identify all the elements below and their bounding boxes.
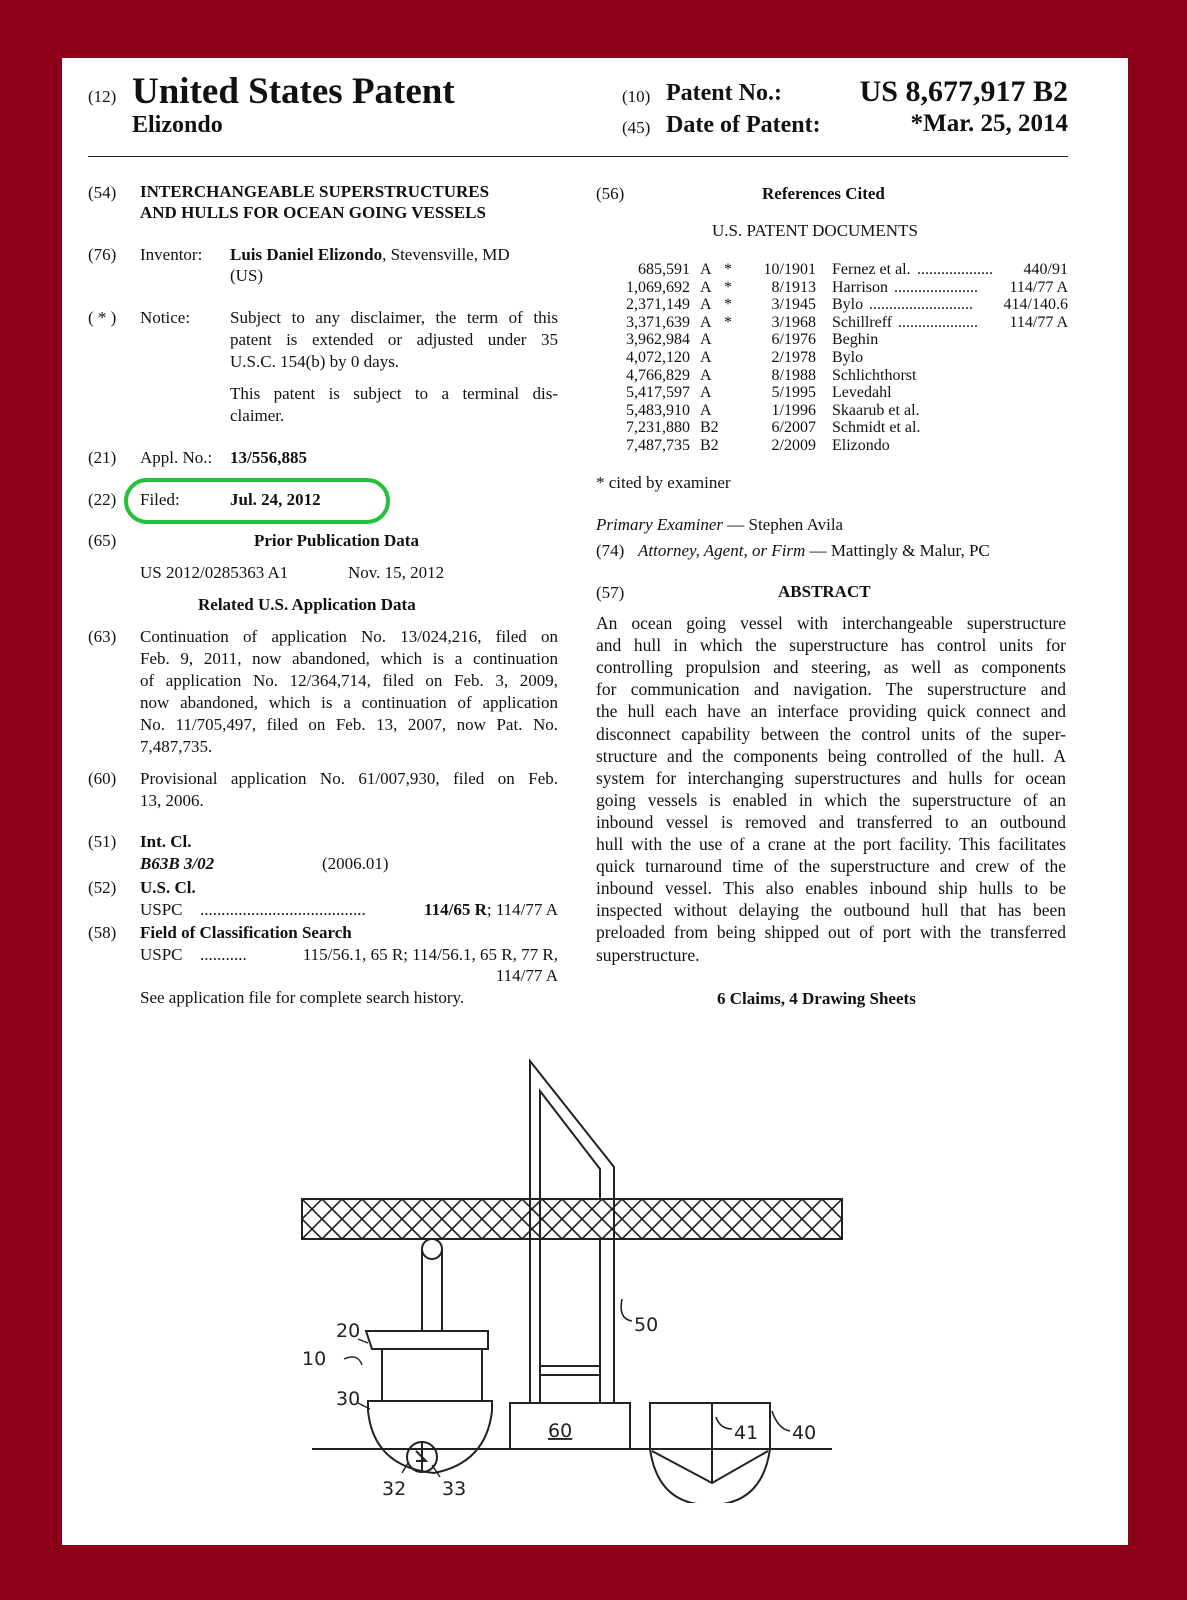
reference-kind: A — [700, 278, 712, 296]
label-33: 33 — [442, 1478, 467, 1500]
prior-publication: US 2012/0285363 A1 — [140, 563, 289, 582]
abstract-line: system for interchanging superstructures and hulls for ocean — [596, 767, 1066, 788]
reference-kind: A — [700, 366, 712, 384]
abstract-line: quick turnaround time of the superstructure and crew of the — [596, 856, 1066, 877]
reference-row — [596, 349, 1068, 367]
abstract-line: and hull in which the superstructure has control units for — [596, 635, 1066, 656]
reference-name: Elizondo — [832, 437, 890, 454]
abstract-line: disconnect capability between the control units of the super- — [596, 723, 1066, 744]
reference-dots: ................... — [917, 261, 993, 278]
reference-date: 6/1976 — [771, 331, 816, 349]
uscl-label: U.S. Cl. — [140, 878, 196, 897]
reference-cls: 440/91 — [1023, 261, 1068, 278]
reference-row — [596, 402, 1068, 420]
examiner-name: — Stephen Avila — [723, 515, 844, 534]
intcl-label: Int. Cl. — [140, 832, 192, 851]
hull — [368, 1401, 492, 1473]
uspc-label: USPC — [140, 900, 183, 919]
abstract-line: inbound vessel. This also enables inbound ship hulls to be — [596, 878, 1066, 899]
examiner-label: Primary Examiner — [596, 515, 724, 534]
abstract-line: superstructure. — [596, 944, 700, 965]
reference-row — [596, 261, 1068, 279]
see-application: See application file for complete search history. — [140, 988, 465, 1007]
appl-code: (21) — [88, 448, 117, 467]
abstract-body — [596, 613, 1068, 973]
claims-summary: 6 Claims, 4 Drawing Sheets — [717, 989, 916, 1008]
reference-no: 4,766,829 — [626, 366, 690, 384]
date-label: Date of Patent: — [666, 112, 821, 138]
reference-date: 2/1978 — [771, 349, 816, 366]
reference-dots: .......................... — [869, 296, 973, 314]
notice-line-2: patent is extended or adjusted under 35 — [230, 330, 558, 349]
reference-date: 8/1913 — [771, 278, 816, 296]
filed-label: Filed: — [140, 490, 180, 509]
crane-tower — [530, 1061, 614, 1403]
superstructure — [366, 1331, 488, 1401]
reference-row — [596, 279, 1068, 297]
reference-name: Skaarub et al. — [832, 401, 920, 419]
invention-title-line2: AND HULLS FOR OCEAN GOING VESSELS — [140, 203, 486, 222]
attorney-label: Attorney, Agent, or Firm — [638, 541, 806, 560]
reference-no: 3,962,984 — [626, 331, 690, 349]
refs-code: (56) — [596, 184, 625, 203]
uspc-rest: ; 114/77 A — [486, 900, 558, 919]
provisional-line-1: Provisional application No. 61/007,930, filed on Feb. — [140, 769, 558, 788]
reference-date: 1/1996 — [771, 401, 816, 419]
reference-kind: A — [700, 384, 712, 402]
reference-date: 5/1995 — [771, 384, 816, 402]
abstract-line: An ocean going vessel with interchangeable superstructure — [596, 613, 1066, 633]
reference-name: Bylo — [832, 296, 864, 314]
reference-row — [596, 419, 1068, 437]
provisional-line-2: 13, 2006. — [140, 791, 204, 810]
reference-cls: 414/140.6 — [1003, 296, 1068, 314]
code-12: (12) — [88, 87, 117, 106]
notice-label: Notice: — [140, 308, 191, 327]
reference-name: Fernez et al. — [832, 261, 911, 278]
reference-name: Harrison — [832, 278, 888, 296]
continuation-line-4: now abandoned, which is a continuation of application — [140, 693, 558, 712]
uscl-code: (52) — [88, 878, 117, 897]
field-values: 115/56.1, 65 R; 114/56.1, 65 R, 77 R, — [302, 945, 558, 964]
reference-kind: A — [700, 331, 712, 349]
leader-40 — [772, 1411, 790, 1431]
abstract-line: for communication and navigation. The superstructure and — [596, 679, 1066, 700]
field-uspc-label: USPC — [140, 945, 183, 964]
reference-row — [596, 367, 1068, 385]
reference-kind: A — [700, 313, 712, 331]
reference-name: Levedahl — [832, 384, 892, 402]
patent-number: US 8,677,917 B2 — [859, 75, 1068, 108]
reference-row — [596, 296, 1068, 314]
representative-drawing — [292, 1053, 912, 1503]
abstract-line: structure and the components being controlled of the hull. A — [596, 745, 1066, 766]
reference-date: 6/2007 — [771, 419, 816, 437]
reference-kind: A — [700, 261, 712, 278]
reference-star: * — [724, 296, 732, 314]
label-30: 30 — [336, 1388, 361, 1410]
field-label: Field of Classification Search — [140, 923, 352, 942]
label-41: 41 — [734, 1422, 759, 1444]
reference-name: Bylo — [832, 349, 864, 366]
field-values-2: 114/77 A — [495, 966, 558, 985]
uspc-values — [424, 899, 558, 921]
label-40: 40 — [792, 1422, 817, 1444]
leader-10 — [344, 1357, 362, 1365]
reference-row — [596, 437, 1068, 455]
label-60: 60 — [548, 1420, 573, 1442]
leader-50 — [621, 1299, 632, 1321]
reference-cls: 114/77 A — [1009, 313, 1068, 331]
prior-heading: Prior Publication Data — [254, 531, 419, 550]
refs-heading: References Cited — [762, 184, 885, 203]
intcl-code: (51) — [88, 832, 117, 851]
abstract-code: (57) — [596, 583, 625, 602]
leader-41 — [716, 1417, 732, 1429]
inventor-label: Inventor: — [140, 245, 203, 264]
outbound-hull — [650, 1403, 770, 1503]
reference-row — [596, 331, 1068, 349]
patent-no-label: Patent No.: — [666, 80, 782, 106]
reference-cls: 114/77 A — [1009, 278, 1068, 296]
filed-highlight-oval — [124, 478, 390, 524]
reference-no: 7,487,735 — [626, 437, 690, 454]
inventor-code: (76) — [88, 245, 117, 264]
continuation-code: (63) — [88, 627, 117, 646]
reference-no: 3,371,639 — [626, 313, 690, 331]
prior-date: Nov. 15, 2012 — [348, 563, 445, 582]
reference-kind: A — [700, 401, 712, 419]
reference-no: 5,417,597 — [626, 384, 690, 402]
terminal-line-2: claimer. — [230, 406, 285, 425]
inventor-country: (US) — [230, 266, 264, 285]
inventor-surname: Elizondo — [132, 112, 223, 138]
reference-dots: ..................... — [894, 278, 978, 296]
intcl-class: B63B 3/02 — [140, 854, 215, 873]
continuation-line-2: Feb. 9, 2011, now abandoned, which is a continuation — [140, 649, 558, 668]
code-45: (45) — [622, 118, 651, 137]
patent-date: *Mar. 25, 2014 — [910, 110, 1068, 137]
continuation-line-1: Continuation of application No. 13/024,216, filed on — [140, 627, 558, 646]
reference-date: 3/1968 — [771, 313, 816, 331]
reference-row — [596, 314, 1068, 332]
reference-date: 3/1945 — [771, 296, 816, 314]
reference-no: 685,591 — [638, 261, 690, 278]
label-32: 32 — [382, 1478, 407, 1500]
continuation-line-3: of application No. 12/364,714, filed on Feb. 3, 2009, — [140, 671, 558, 690]
abstract-line: inbound vessel is removed and transferred to an outbound — [596, 811, 1066, 832]
reference-list — [596, 261, 1068, 461]
reference-row — [596, 384, 1068, 402]
reference-star: * — [724, 278, 732, 296]
prior-code: (65) — [88, 531, 117, 550]
reference-star: * — [724, 313, 732, 331]
attorney-line — [638, 540, 990, 562]
reference-no: 7,231,880 — [626, 419, 690, 437]
abstract-line: hull with the use of a crane at the port facility. This facilitates — [596, 834, 1066, 854]
attorney-code: (74) — [596, 541, 625, 560]
notice-line-1: Subject to any disclaimer, the term of this — [230, 308, 558, 327]
uspc-main: 114/65 R — [424, 900, 487, 919]
crane-beam — [292, 1199, 862, 1239]
reference-no: 2,371,149 — [626, 296, 690, 314]
reference-name: Schillreff — [832, 313, 893, 331]
reference-no: 1,069,692 — [626, 278, 690, 296]
abstract-line: the hull each have an interface providing quick connect and — [596, 701, 1066, 722]
intcl-year: (2006.01) — [322, 854, 389, 873]
examiner-line — [596, 514, 843, 536]
code-10: (10) — [622, 87, 651, 106]
patent-title: United States Patent — [132, 71, 455, 112]
hoist — [422, 1239, 442, 1331]
reference-date: 8/1988 — [771, 366, 816, 384]
header-rule — [88, 156, 1068, 157]
reference-kind: B2 — [700, 437, 719, 454]
related-heading: Related U.S. Application Data — [198, 595, 416, 614]
invention-title-line1: INTERCHANGEABLE SUPERSTRUCTURES — [140, 182, 490, 201]
attorney-name: — Mattingly & Malur, PC — [805, 541, 990, 560]
notice-code: ( * ) — [88, 308, 117, 327]
title-code: (54) — [88, 183, 117, 202]
continuation-line-5: No. 11/705,497, filed on Feb. 13, 2007, now Pat. No. — [140, 715, 558, 734]
filed-code: (22) — [88, 490, 117, 509]
abstract-line: preloaded from being shipped out of port with the transferred — [596, 922, 1066, 943]
abstract-line: controlling propulsion and steering, as well as components — [596, 657, 1066, 678]
us-docs-heading: U.S. PATENT DOCUMENTS — [712, 221, 918, 240]
field-code: (58) — [88, 923, 117, 942]
terminal-line-1: This patent is subject to a terminal dis- — [230, 384, 558, 403]
appl-number: 13/556,885 — [230, 448, 307, 467]
appl-label: Appl. No.: — [140, 448, 213, 467]
inventor-name: Luis Daniel Elizondo — [230, 245, 383, 264]
label-20: 20 — [336, 1320, 361, 1342]
reference-star: * — [724, 261, 732, 278]
reference-no: 4,072,120 — [626, 349, 690, 366]
reference-kind: B2 — [700, 419, 719, 437]
uspc-dots: ....................................... — [200, 900, 366, 919]
reference-name: Schmidt et al. — [832, 419, 921, 437]
abstract-line: inspected without delaying the outbound hull that has been — [596, 900, 1066, 921]
reference-no: 5,483,910 — [626, 401, 690, 419]
reference-dots: .................... — [898, 313, 978, 331]
label-50: 50 — [634, 1314, 659, 1336]
reference-date: 10/1901 — [763, 261, 816, 278]
notice-line-3: U.S.C. 154(b) by 0 days. — [230, 352, 400, 371]
reference-name: Schlichthorst — [832, 366, 917, 384]
label-10: 10 — [302, 1348, 327, 1370]
reference-kind: A — [700, 296, 712, 314]
reference-kind: A — [700, 349, 712, 366]
reference-date: 2/2009 — [771, 437, 816, 454]
inventor-line — [230, 244, 510, 266]
patent-page — [62, 58, 1128, 1545]
abstract-line: going vessels is enabled in which the superstructure of an — [596, 789, 1066, 810]
filed-date: Jul. 24, 2012 — [230, 490, 321, 509]
provisional-code: (60) — [88, 769, 117, 788]
continuation-line-6: 7,487,735. — [140, 737, 213, 756]
abstract-heading: ABSTRACT — [778, 582, 871, 601]
reference-name: Beghin — [832, 331, 879, 349]
cited-note: * cited by examiner — [596, 473, 731, 492]
inventor-location: , Stevensville, MD — [382, 245, 510, 264]
field-dots: ........... — [200, 945, 247, 964]
